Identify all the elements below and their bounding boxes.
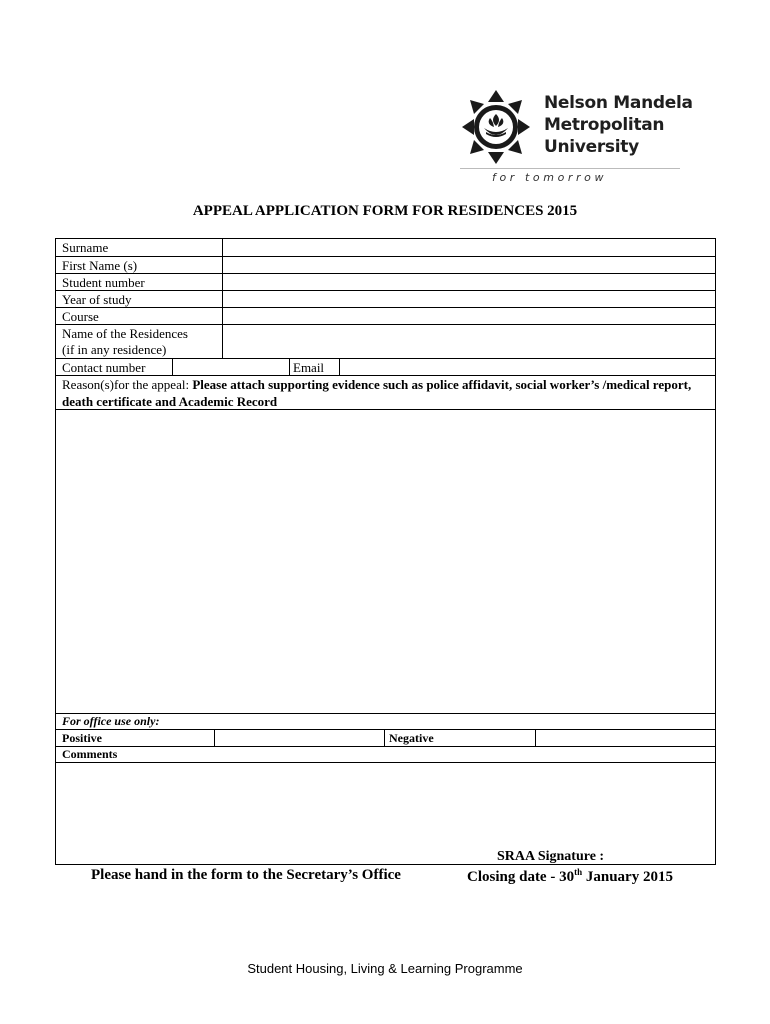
closing-date-prefix: Closing date - 30: [467, 869, 575, 885]
closing-date-rest: January 2015: [582, 869, 673, 885]
residence-label: Name of the Residences: [62, 326, 188, 341]
university-logo: [460, 88, 693, 186]
closing-date-ordinal: th: [574, 867, 583, 877]
comments-label: Comments: [62, 747, 118, 761]
university-name-line-1: Nelson Mandela: [544, 93, 693, 113]
logo-tagline: for tomorrow: [492, 171, 608, 184]
logo-divider: [460, 168, 680, 169]
appeal-form: [55, 238, 716, 865]
university-name: [544, 92, 693, 158]
comments-textarea[interactable]: [56, 763, 715, 864]
surname-field[interactable]: [223, 239, 715, 256]
reason-heading-row: [56, 376, 715, 410]
first-name-row: [56, 257, 715, 274]
contact-row: [56, 359, 715, 376]
decision-row: [56, 730, 715, 747]
year-of-study-field[interactable]: [223, 291, 715, 307]
year-of-study-row: [56, 291, 715, 308]
negative-label: Negative: [389, 731, 434, 745]
positive-label: Positive: [62, 731, 102, 745]
closing-date: [467, 867, 673, 886]
signature-label: SRAA Signature :: [497, 849, 605, 864]
university-name-line-2: Metropolitan: [544, 115, 665, 135]
residence-row: [56, 325, 715, 359]
comments-heading-row: [56, 747, 715, 763]
contact-number-field[interactable]: [173, 359, 289, 375]
surname-row: [56, 239, 715, 257]
residence-sublabel: (if in any residence): [62, 342, 167, 357]
university-emblem-icon: [460, 88, 532, 166]
positive-field[interactable]: [215, 730, 384, 746]
course-field[interactable]: [223, 308, 715, 324]
reason-instruction: Please attach supporting evidence such as police affidavit, social worker’s /medical report, death certificate and Academic Record: [62, 377, 692, 409]
hand-in-note: Please hand in the form to the Secretary’s Office: [91, 867, 401, 883]
student-number-row: [56, 274, 715, 291]
first-name-field[interactable]: [223, 257, 715, 273]
form-title: APPEAL APPLICATION FORM FOR RESIDENCES 2015: [192, 203, 578, 219]
contact-number-label: Contact number: [62, 360, 146, 375]
page-footer: Student Housing, Living & Learning Programme: [247, 961, 523, 976]
university-name-line-3: University: [544, 137, 639, 157]
email-label: Email: [293, 360, 325, 375]
reason-label: Reason(s)for the appeal:: [62, 377, 193, 392]
year-of-study-label: Year of study: [62, 292, 132, 307]
reason-heading: [62, 376, 705, 410]
cell-divider: [289, 359, 290, 375]
first-name-label: First Name (s): [62, 258, 138, 273]
reason-textarea[interactable]: [56, 410, 715, 714]
student-number-label: Student number: [62, 275, 145, 290]
email-field[interactable]: [340, 359, 715, 375]
surname-label: Surname: [62, 240, 109, 255]
student-number-field[interactable]: [223, 274, 715, 290]
negative-field[interactable]: [536, 730, 715, 746]
course-label: Course: [62, 309, 99, 324]
office-use-heading: For office use only:: [62, 714, 160, 728]
residence-field[interactable]: [223, 325, 715, 358]
office-heading-row: [56, 714, 715, 730]
course-row: [56, 308, 715, 325]
cell-divider: [384, 730, 385, 746]
